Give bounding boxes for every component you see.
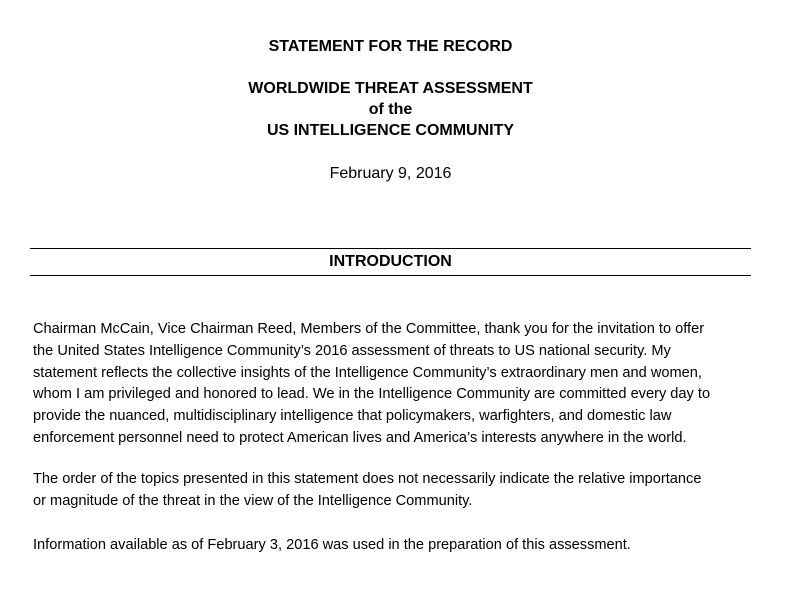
paragraph-line: The order of the topics presented in this statement does not necessarily indicate the relative importance [33,471,702,487]
topic-order-paragraph [33,469,763,513]
introduction-paragraph [33,319,763,450]
paragraph-line: enforcement personnel need to protect American lives and America’s interests anywhere in the world. [33,429,687,446]
document-title: WORLDWIDE THREAT ASSESSMENT [248,80,533,97]
paragraph-line: provide the nuanced, multidisciplinary intelligence that policymakers, warfighters, and domestic law [33,408,672,425]
paragraph-line: the United States Intelligence Community’s 2016 assessment of threats to US national security. My [33,342,671,359]
information-cutoff-paragraph [33,535,763,557]
document-date: February 9, 2016 [329,165,452,182]
document-title-connector: of the [368,101,413,118]
paragraph-line: Information available as of February 3, 2016 was used in the preparation of this assessment. [33,537,631,553]
paragraph-line: statement reflects the collective insights of the Intelligence Community’s extraordinary men and women, [33,364,702,381]
paragraph-line: Chairman McCain, Vice Chairman Reed, Members of the Committee, thank you for the invitation to offer [33,321,705,337]
section-divider-bottom [30,275,751,276]
section-heading: INTRODUCTION [329,253,452,270]
statement-for-the-record-heading: STATEMENT FOR THE RECORD [268,38,513,55]
paragraph-line: or magnitude of the threat in the view of the Intelligence Community. [33,492,473,509]
document-subtitle: US INTELLIGENCE COMMUNITY [266,122,515,139]
section-divider-top [30,248,751,249]
paragraph-line: whom I am privileged and honored to lead. We in the Intelligence Community are committed every day to [33,386,711,403]
